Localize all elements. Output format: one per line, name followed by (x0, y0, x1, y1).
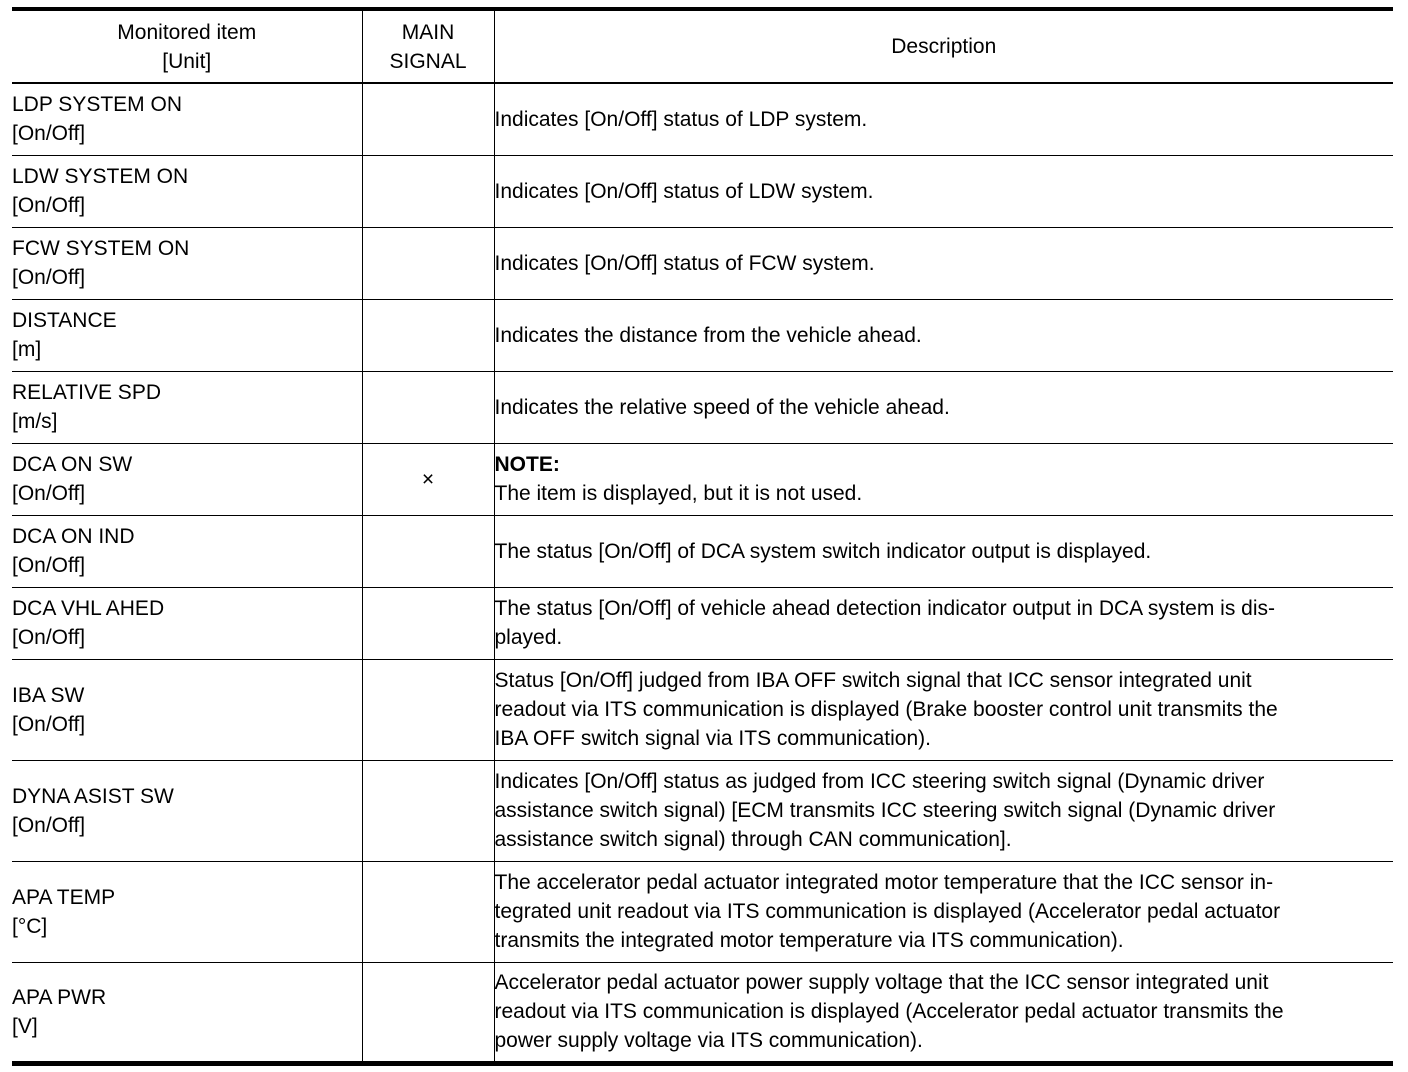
item-name: APA PWR (12, 985, 107, 1009)
header-signal-label: SIGNAL (389, 49, 467, 73)
description-line: readout via ITS communication is displayed (Accelerator pedal actuator transmits the (494, 1000, 1284, 1023)
description-line: assistance switch signal) through CAN communication]. (494, 828, 1012, 851)
item-cell (12, 155, 362, 227)
header-description-label: Description (891, 35, 997, 58)
item-unit: [On/Off] (12, 626, 86, 649)
description-cell (494, 659, 1393, 760)
description-cell (494, 83, 1393, 155)
table-row (12, 659, 1393, 760)
table-row (12, 155, 1393, 227)
item-unit: [On/Off] (12, 712, 86, 736)
description-line: Indicates the distance from the vehicle ahead. (494, 323, 922, 347)
header-item-label: Monitored item (117, 20, 257, 44)
description-line: IBA OFF switch signal via ITS communication). (494, 727, 931, 750)
table-row (12, 861, 1393, 962)
item-unit: [On/Off] (12, 194, 86, 217)
description-cell (494, 227, 1393, 299)
item-unit: [On/Off] (12, 813, 86, 837)
note-label: NOTE: (494, 453, 560, 476)
item-cell (12, 227, 362, 299)
table-header-row (12, 9, 1393, 83)
main-signal-cell (362, 861, 494, 962)
item-name: LDP SYSTEM ON (12, 93, 182, 117)
description-cell (494, 861, 1393, 962)
description-cell (494, 155, 1393, 227)
monitor-item-table (12, 7, 1393, 1066)
item-name: IBA SW (12, 683, 85, 707)
item-unit: [V] (12, 1014, 38, 1038)
main-signal-cell (362, 659, 494, 760)
description-line: Indicates [On/Off] status as judged from ICC steering switch signal (Dynamic driver (494, 770, 1265, 793)
description-line: Status [On/Off] judged from IBA OFF switch signal that ICC sensor integrated unit (494, 669, 1252, 692)
item-name: DCA ON IND (12, 525, 135, 548)
description-line: played. (494, 626, 563, 649)
description-line: tegrated unit readout via ITS communication is displayed (Accelerator pedal actuator (494, 900, 1281, 923)
description-cell (494, 443, 1393, 515)
description-cell (494, 760, 1393, 861)
item-cell (12, 83, 362, 155)
description-line: The status [On/Off] of DCA system switch indicator output is displayed. (494, 539, 1152, 563)
description-cell (494, 515, 1393, 587)
description-cell (494, 962, 1393, 1063)
header-monitored-item (12, 9, 362, 83)
item-name: DCA ON SW (12, 453, 133, 476)
item-cell (12, 760, 362, 861)
main-signal-cell (362, 587, 494, 659)
item-cell (12, 861, 362, 962)
table-row (12, 83, 1393, 155)
table-row (12, 587, 1393, 659)
item-unit: [On/Off] (12, 482, 86, 505)
main-signal-cell (362, 515, 494, 587)
item-name: RELATIVE SPD (12, 381, 161, 404)
item-cell (12, 299, 362, 371)
main-signal-cell (362, 83, 494, 155)
item-cell (12, 371, 362, 443)
header-main-label: MAIN (401, 20, 455, 44)
item-cell (12, 659, 362, 760)
description-line: Indicates the relative speed of the vehicle ahead. (494, 395, 950, 419)
description-line: assistance switch signal) [ECM transmits ICC steering switch signal (Dynamic driver (494, 799, 1276, 822)
description-line: Indicates [On/Off] status of LDW system. (494, 179, 874, 203)
table-row (12, 371, 1393, 443)
item-unit: [On/Off] (12, 122, 86, 146)
item-name: DISTANCE (12, 309, 117, 332)
description-cell (494, 371, 1393, 443)
item-name: DYNA ASIST SW (12, 784, 174, 808)
description-line: Indicates [On/Off] status of LDP system. (494, 107, 868, 131)
header-main-signal (362, 9, 494, 83)
item-unit: [On/Off] (12, 266, 86, 289)
table-row (12, 299, 1393, 371)
item-unit: [°C] (12, 914, 48, 938)
item-cell (12, 515, 362, 587)
main-signal-cell (362, 760, 494, 861)
item-name: DCA VHL AHED (12, 597, 165, 620)
table-row (12, 443, 1393, 515)
item-cell (12, 962, 362, 1063)
item-unit: [m/s] (12, 410, 58, 433)
main-signal-cell (362, 962, 494, 1063)
description-cell (494, 299, 1393, 371)
header-unit-label: [Unit] (162, 49, 212, 73)
item-name: FCW SYSTEM ON (12, 237, 190, 260)
main-signal-cell (362, 227, 494, 299)
description-line: The status [On/Off] of vehicle ahead detection indicator output in DCA system is dis- (494, 597, 1276, 620)
table-row (12, 515, 1393, 587)
table-row (12, 962, 1393, 1063)
item-name: APA TEMP (12, 885, 116, 909)
item-unit: [m] (12, 338, 42, 361)
main-signal-cell (362, 299, 494, 371)
item-cell (12, 587, 362, 659)
description-line: power supply voltage via ITS communication). (494, 1029, 923, 1052)
main-signal-cell (362, 371, 494, 443)
item-unit: [On/Off] (12, 554, 86, 577)
description-line: The accelerator pedal actuator integrated motor temperature that the ICC sensor in- (494, 871, 1274, 894)
description-line: transmits the integrated motor temperature via ITS communication). (494, 929, 1124, 952)
item-name: LDW SYSTEM ON (12, 165, 189, 188)
description-line: The item is displayed, but it is not used. (494, 482, 863, 505)
main-signal-cell: × (362, 443, 494, 515)
table-row (12, 760, 1393, 861)
main-signal-cell (362, 155, 494, 227)
description-cell (494, 587, 1393, 659)
description-line: Accelerator pedal actuator power supply voltage that the ICC sensor integrated unit (494, 971, 1269, 994)
table-row (12, 227, 1393, 299)
item-cell (12, 443, 362, 515)
header-description (494, 9, 1393, 83)
description-line: readout via ITS communication is displayed (Brake booster control unit transmits the (494, 698, 1278, 721)
description-line: Indicates [On/Off] status of FCW system. (494, 251, 875, 275)
